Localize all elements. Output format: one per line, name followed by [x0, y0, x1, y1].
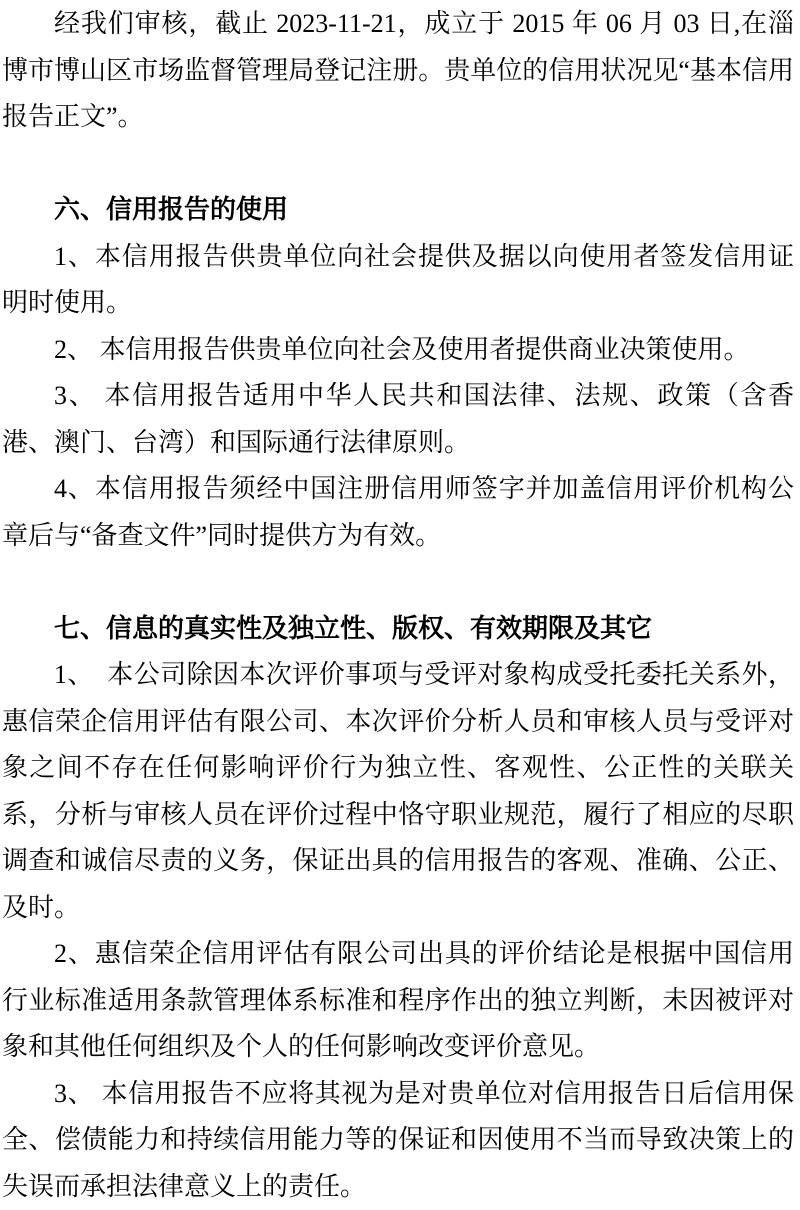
- section-seven-item-3: 3、 本信用报告不应将其视为是对贵单位对信用报告日后信用保全、偿债能力和持续信用能力等的保证和因使用不当而导致决策上的失误而承担法律意义上的责任。: [2, 1071, 794, 1210]
- section-seven-heading: 七、信息的真实性及独立性、版权、有效期限及其它: [2, 606, 794, 653]
- section-six-item-1: 1、本信用报告供贵单位向社会提供及据以向使用者签发信用证明时使用。: [2, 234, 794, 327]
- section-seven-item-1: 1、 本公司除因本次评价事项与受评对象构成受托委托关系外，惠信荣企信用评估有限公司、本次评价分析人员和审核人员与受评对象之间不存在任何影响评价行为独立性、客观性、公正性的关联关系，分析与审核人员在评价过程中恪守职业规范，履行了相应的尽职调查和诚信尽责的义务，保证出具的信用报告的客观、准确、公正、及时。: [2, 652, 794, 931]
- section-six-heading: 六、信用报告的使用: [2, 187, 794, 234]
- section-six-item-2: 2、 本信用报告供贵单位向社会及使用者提供商业决策使用。: [2, 327, 794, 374]
- intro-paragraph: 经我们审核，截止 2023-11-21，成立于 2015 年 06 月 03 日,在淄博市博山区市场监督管理局登记注册。贵单位的信用状况见“基本信用报告正文”。: [2, 1, 794, 141]
- section-six-item-4: 4、本信用报告须经中国注册信用师签字并加盖信用评价机构公章后与“备查文件”同时提供方为有效。: [2, 466, 794, 559]
- section-seven-item-2: 2、惠信荣企信用评估有限公司出具的评价结论是根据中国信用行业标准适用条款管理体系标准和程序作出的独立判断，未因被评对象和其他任何组织及个人的任何影响改变评价意见。: [2, 931, 794, 1071]
- section-six-item-3: 3、 本信用报告适用中华人民共和国法律、法规、政策（含香港、澳门、台湾）和国际通行法律原则。: [2, 373, 794, 466]
